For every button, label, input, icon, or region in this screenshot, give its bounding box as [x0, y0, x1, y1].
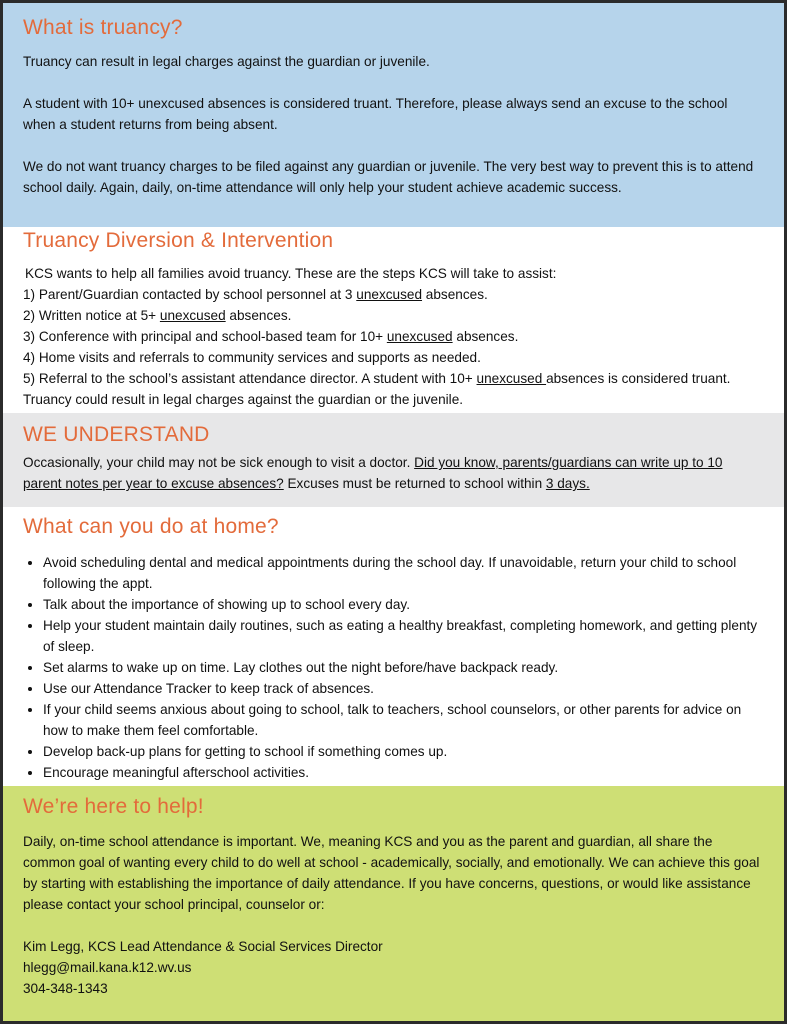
list-item: • Talk about the importance of showing up to school every day.: [43, 594, 760, 615]
understand-heading: WE UNDERSTAND: [23, 423, 210, 446]
truancy-heading: What is truancy?: [23, 16, 183, 39]
truancy-paragraph-1: Truancy can result in legal charges against the guardian or juvenile.: [23, 54, 430, 69]
help-heading: We’re here to help!: [23, 795, 204, 818]
parent-notes-link[interactable]: Did you know, parents/guardians can write up to 10 parent notes per year to excuse absences?: [23, 455, 723, 491]
diversion-section: [3, 227, 784, 413]
three-days-term: 3 days.: [545, 476, 590, 491]
truancy-paragraph-2: A student with 10+ unexcused absences is considered truant. Therefore, please always send an excuse to the school when a student returns from being absent.: [23, 96, 728, 132]
diversion-step-5: 5) Referral to the school’s assistant attendance director. A student with 10+ unexcused absences is considered truant. Truancy could result in legal charges against the guardian or the juvenile.: [23, 371, 731, 407]
unexcused-term: unexcused: [356, 287, 423, 302]
diversion-intro: KCS wants to help all families avoid truancy. These are the steps KCS will take to assist:: [25, 266, 557, 281]
list-item: • Use our Attendance Tracker to keep track of absences.: [43, 678, 760, 699]
understand-section: [3, 413, 784, 507]
diversion-step-4: 4) Home visits and referrals to community services and supports as needed.: [23, 350, 481, 365]
understand-paragraph: Occasionally, your child may not be sick enough to visit a doctor. Did you know, parents/guardians can write up to 10 parent notes per year to excuse absences? Excuses must be returned to school within 3 days.: [23, 455, 723, 491]
flyer-page: [3, 3, 784, 1021]
unexcused-term: unexcused: [386, 329, 453, 344]
list-item: • Develop back-up plans for getting to school if something comes up.: [43, 741, 760, 762]
contact-name: Kim Legg, KCS Lead Attendance & Social Services Director: [23, 939, 383, 954]
list-item: • If your child seems anxious about going to school, talk to teachers, school counselors, or other parents for advice on how to make them feel comfortable.: [43, 699, 760, 741]
home-heading: What can you do at home?: [23, 515, 279, 538]
unexcused-term: unexcused: [159, 308, 226, 323]
help-section: [3, 786, 784, 1021]
help-paragraph: Daily, on-time school attendance is important. We, meaning KCS and you as the parent and guardian, all share the common goal of wanting every child to do well at school - academically, socially, and emotionally. We can achieve this goal by starting with establishing the importance of daily attendance. If you have concerns, questions, or would like assistance please contact your school principal, counselor or:: [23, 834, 760, 912]
truancy-section: [3, 3, 784, 227]
contact-phone[interactable]: 304-348-1343: [23, 981, 108, 996]
contact-email[interactable]: hlegg@mail.kana.k12.wv.us: [23, 960, 192, 975]
list-item: • Set alarms to wake up on time. Lay clothes out the night before/have backpack ready.: [43, 657, 760, 678]
diversion-step-1: 1) Parent/Guardian contacted by school personnel at 3 unexcused absences.: [23, 287, 488, 302]
truancy-paragraph-3: We do not want truancy charges to be filed against any guardian or juvenile. The very best way to prevent this is to attend school daily. Again, daily, on-time attendance will only help your student achieve academic success.: [23, 159, 754, 195]
list-item: • Help your student maintain daily routines, such as eating a healthy breakfast, completing homework, and getting plenty of sleep.: [43, 615, 760, 657]
unexcused-term: unexcused: [476, 371, 547, 386]
list-item: • Encourage meaningful afterschool activities.: [43, 762, 760, 783]
diversion-heading: Truancy Diversion & Intervention: [23, 229, 334, 252]
diversion-step-2: 2) Written notice at 5+ unexcused absences.: [23, 308, 292, 323]
diversion-step-3: 3) Conference with principal and school-based team for 10+ unexcused absences.: [23, 329, 519, 344]
home-tips-list: [23, 552, 760, 783]
list-item: • Avoid scheduling dental and medical appointments during the school day. If unavoidable, return your child to school following the appt.: [43, 552, 760, 594]
home-section: [3, 507, 784, 786]
